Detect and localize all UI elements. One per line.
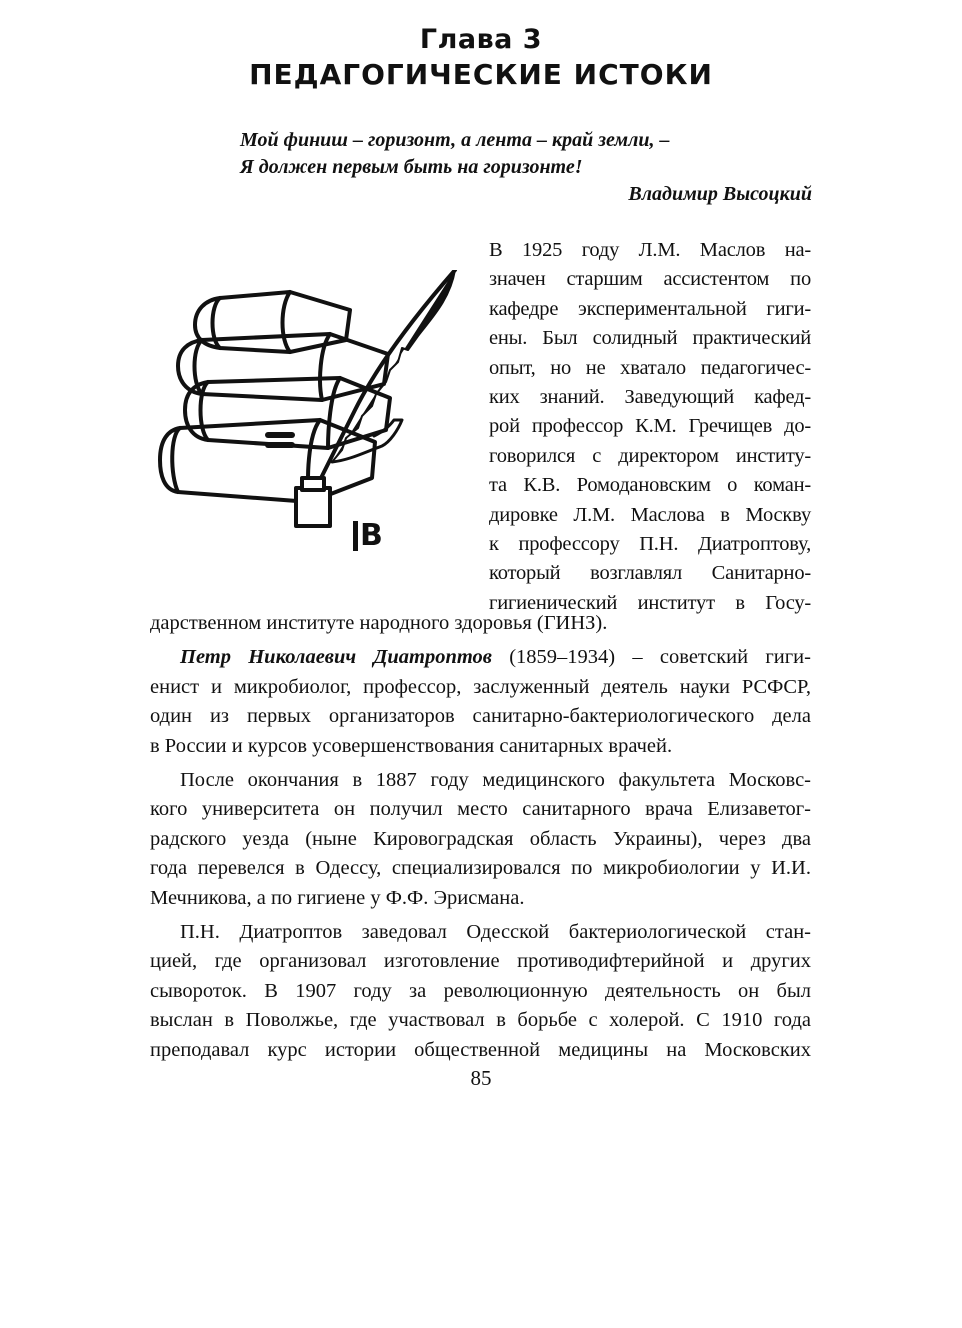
wrap-line: В 1925 году Л.М. Маслов на- — [489, 239, 811, 261]
wrap-line: ких знаний. Заведующий кафед- — [489, 386, 811, 409]
wrap-line: кафедре экспериментальной гиги- — [489, 297, 811, 320]
chapter-title: ПЕДАГОГИЧЕСКИЕ ИСТОКИ — [249, 58, 713, 91]
paragraph-3-line: Мечникова, а по гигиене у Ф.Ф. Эрисмана. — [150, 886, 525, 909]
paragraph-2-line: енист и микробиолог, профессор, заслуженный деятель науки РСФСР, — [150, 675, 811, 698]
body-text — [150, 609, 811, 1065]
epigraph-line-1: Мой финиш – горизонт, а лента – край земли, – — [240, 129, 670, 151]
wrapped-paragraph — [489, 236, 811, 618]
paragraph-4-line: выслан в Поволжье, где участвовал в борьбе с холерой. С 1910 года — [150, 1009, 811, 1032]
illustration-monogram: В — [353, 521, 383, 551]
wrap-line: ены. Был солидный практический — [489, 327, 811, 350]
wrap-line: дировке Л.М. Маслова в Москву — [489, 503, 811, 526]
wrap-line: который возглавлял Санитарно- — [489, 562, 811, 585]
paragraph-2-line: в России и курсов усовершенствования санитарных врачей. — [150, 734, 673, 757]
paragraph-3-line: кого университета он получил место санитарного врача Елизаветог- — [150, 798, 811, 821]
wrap-line: значен старшим ассистентом по — [489, 268, 811, 291]
paragraph-3-line: радского уезда (ныне Кировоградская область Украины), через два — [150, 827, 811, 850]
wrap-line: та К.В. Ромодановским о коман- — [489, 474, 811, 497]
chapter-number: Глава 3 — [419, 24, 543, 55]
person-name: Петр Николаевич Диатроптов — [180, 646, 492, 669]
wrap-line: опыт, но не хватало педагогичес- — [489, 356, 811, 379]
paragraph-4-line: цией, где организовал изготовление противодифтерийной и других — [150, 950, 811, 973]
epigraph-author: Владимир Высоцкий — [628, 183, 812, 205]
wrap-line: рой профессор К.М. Гречищев до- — [489, 415, 811, 438]
wrap-line: говорился с директором институ- — [489, 444, 811, 467]
paragraph-3-line: После окончания в 1887 году медицинского факультета Московс- — [180, 769, 811, 792]
paragraph-4-line: преподавал курс истории общественной медицины на Московских — [150, 1038, 811, 1061]
books-quill-inkwell-icon — [150, 270, 480, 575]
wrap-line: гигиенический институт в Госу- — [489, 591, 811, 614]
epigraph-line-2: Я должен первым быть на горизонте! — [240, 156, 583, 178]
paragraph-2-line: один из первых организаторов санитарно-бактериологического дела — [150, 705, 811, 728]
paragraph-2-first-line — [150, 643, 811, 672]
paragraph-3-line: года перевелся в Одессу, специализировался по микробиологии у И.И. — [150, 857, 811, 880]
paragraph-2-first-rest: (1859–1934) – советский гиги- — [491, 646, 811, 669]
epigraph — [240, 127, 812, 208]
page-number: 85 — [470, 1066, 492, 1090]
wrap-line: к профессору П.Н. Диатроптову, — [489, 533, 811, 556]
paragraph-4-line: П.Н. Диатроптов заведовал Одесской бактериологической стан- — [180, 921, 811, 944]
paragraph-1-line: дарственном институте народного здоровья (ГИНЗ). — [150, 612, 608, 634]
paragraph-4-line: сывороток. В 1907 году за революционную деятельность он был — [150, 979, 811, 1002]
